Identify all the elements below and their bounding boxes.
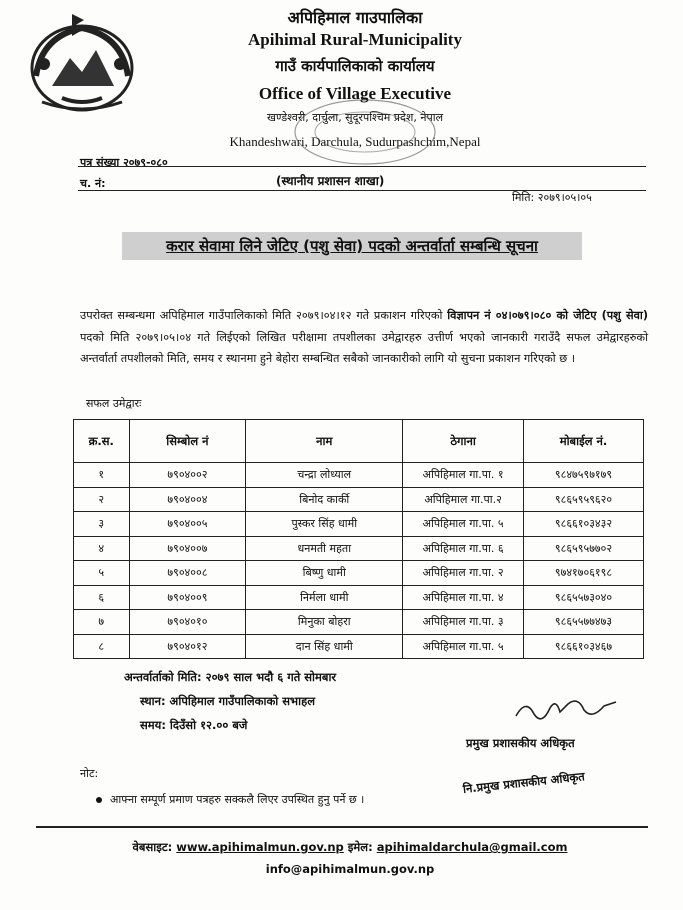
interview-place: स्थान: अपिहिमाल गाउँपालिकाको सभाहल — [140, 694, 315, 708]
municipality-name-en: Apihimal Rural-Municipality — [248, 30, 462, 49]
cell: ७९०४००५ — [129, 512, 246, 537]
dispatch-number: च. नं: — [80, 177, 106, 190]
col-serial: क्र.स. — [74, 420, 130, 463]
notice-title-text: करार सेवामा लिने जेटिए (पशु सेवा) पदको अन्तर्वार्ता सम्बन्धि सूचना — [166, 237, 538, 255]
notice-body-part1: उपरोक्त सम्बन्धमा अपिहिमाल गाउँपालिकाको मिति २०७९।०४।१२ गते प्रकाशन गरिएको — [80, 309, 448, 322]
interview-time: समय: दिउँसो १२.०० बजे — [140, 718, 248, 732]
notice-body-advert: विज्ञापन नं ०४।०७९।०८० को जेटिए (पशु सेवा) — [447, 309, 648, 322]
cell: ७९०४००९ — [129, 585, 246, 610]
cell: अपिहिमाल गा.पा. २ — [403, 561, 524, 586]
col-address: ठेगाना — [403, 420, 524, 463]
cell: ९८६६१०३४३२ — [523, 512, 643, 537]
table-row — [74, 610, 644, 635]
candidates-table — [73, 419, 644, 659]
cell: अपिहिमाल गा.पा. ५ — [403, 512, 524, 537]
interview-date: अन्तर्वार्ताको मिति: २०७९ साल भदौ ६ गते सोमबार — [124, 670, 337, 684]
letter-date: मिति: २०७९।०५।०५ — [512, 191, 592, 204]
cell: ७९०४००२ — [129, 463, 246, 488]
table-row — [74, 634, 644, 659]
cell: ४ — [74, 536, 130, 561]
cell: मिनुका बोहरा — [246, 610, 403, 635]
office-name-np: गाउँ कार्यपालिकाको कार्यालय — [275, 57, 435, 75]
stamp-signatory-title: नि.प्रमुख प्रशासकीय अधिकृत — [462, 769, 586, 796]
office-stamp-icon — [290, 96, 440, 168]
successful-candidates-label: सफल उमेद्वारः — [86, 397, 142, 410]
cell: ३ — [74, 512, 130, 537]
cell: बिष्णु धामी — [246, 561, 403, 586]
table-row — [74, 536, 644, 561]
municipality-name-np: अपिहिमाल गाउपालिका — [287, 8, 423, 27]
note-item — [96, 792, 364, 807]
note-item-text: आफ्ना सम्पूर्ण प्रमाण पत्रहरु सक्कलै लिएर उपस्थित हुनु पर्ने छ । — [110, 793, 365, 806]
table-row — [74, 512, 644, 537]
cell: ९८६५५७७४७३ — [523, 610, 643, 635]
office-name-en: Office of Village Executive — [258, 84, 452, 103]
table-row — [74, 585, 644, 610]
signature-icon — [512, 690, 622, 730]
col-name: नाम — [246, 420, 403, 463]
cell: अपिहिमाल गा.पा. ६ — [403, 536, 524, 561]
email-label: इमेल: — [347, 840, 377, 854]
cell: ७९०४००८ — [129, 561, 246, 586]
cell: ६ — [74, 585, 130, 610]
table-row — [74, 463, 644, 488]
col-mobile: मोबाईल नं. — [523, 420, 643, 463]
cell: निर्मला धामी — [246, 585, 403, 610]
footer-divider — [36, 826, 648, 828]
divider — [78, 166, 646, 167]
bullet-icon — [96, 797, 102, 803]
website-label: वेबसाइट: — [132, 840, 177, 854]
table-row — [74, 561, 644, 586]
cell: ७ — [74, 610, 130, 635]
cell: दान सिंह धामी — [246, 634, 403, 659]
cell: ९८६५९५९६२० — [523, 487, 643, 512]
cell: ७९०४००७ — [129, 536, 246, 561]
col-symbol: सिम्बोल नं — [129, 420, 246, 463]
cell: अपिहिमाल गा.पा. ५ — [403, 634, 524, 659]
cell: ७९०४०१० — [129, 610, 246, 635]
address-np: खण्डेश्वरी, दार्चुला, सुदूरपश्चिम प्रदेश, नेपाल — [266, 111, 444, 124]
cell: ५ — [74, 561, 130, 586]
address-en: Khandeshwari, Darchula, Sudurpashchim,Nepal — [229, 134, 481, 149]
cell: बिनोद कार्की — [246, 487, 403, 512]
note-label: नोट: — [80, 767, 99, 780]
cell: पुस्कर सिंह धामी — [246, 512, 403, 537]
reference-number: पत्र संख्या २०७९-०८० — [80, 156, 168, 169]
table-header-row — [74, 420, 644, 463]
cell: अपिहिमाल गा.पा. ४ — [403, 585, 524, 610]
cell: ७९०४०१२ — [129, 634, 246, 659]
notice-body — [80, 305, 648, 370]
cell: ७९०४००४ — [129, 487, 246, 512]
signatory-title: प्रमुख प्रशासकीय अधिकृत — [466, 736, 575, 750]
cell: अपिहिमाल गा.पा.२ — [403, 487, 524, 512]
cell: ९८६५५७३०४० — [523, 585, 643, 610]
footer-contacts — [130, 840, 570, 855]
notice-body-part2: पदको मिति २०७९।०५।०४ गते लिईएको लिखित परीक्षामा तपशीलका उमेद्वारहरु उत्तीर्ण भएको जानकारी गराउँदै सफल उमेद्वारहरुको अन्तर्वार्ता तपशीलको मिति, समय र स्थानमा हुने बेहोरा सम्बन्धित सबैको जानकारीको लागि यो सुचना प्रकाशन गरिएको छ । — [80, 330, 648, 365]
cell: धनमती महता — [246, 536, 403, 561]
nepal-emblem-icon — [22, 6, 140, 114]
notice-title — [122, 232, 582, 260]
email-link[interactable]: apihimaldarchula@gmail.com — [376, 840, 568, 854]
website-link[interactable]: www.apihimalmun.gov.np — [176, 840, 344, 854]
branch-name: (स्थानीय प्रशासन शाखा) — [276, 174, 385, 188]
cell: अपिहिमाल गा.पा. १ — [403, 463, 524, 488]
cell: चन्द्रा लोध्याल — [246, 463, 403, 488]
cell: २ — [74, 487, 130, 512]
table-row — [74, 487, 644, 512]
cell: ९८६६१०३४६७ — [523, 634, 643, 659]
cell: ९७४१७०६१९८ — [523, 561, 643, 586]
cell: अपिहिमाल गा.पा. ३ — [403, 610, 524, 635]
cell: ९८४७५९७१७९ — [523, 463, 643, 488]
cell: ८ — [74, 634, 130, 659]
footer-email2[interactable]: info@apihimalmun.gov.np — [265, 862, 435, 876]
cell: ९८६५९५७७०२ — [523, 536, 643, 561]
cell: १ — [74, 463, 130, 488]
